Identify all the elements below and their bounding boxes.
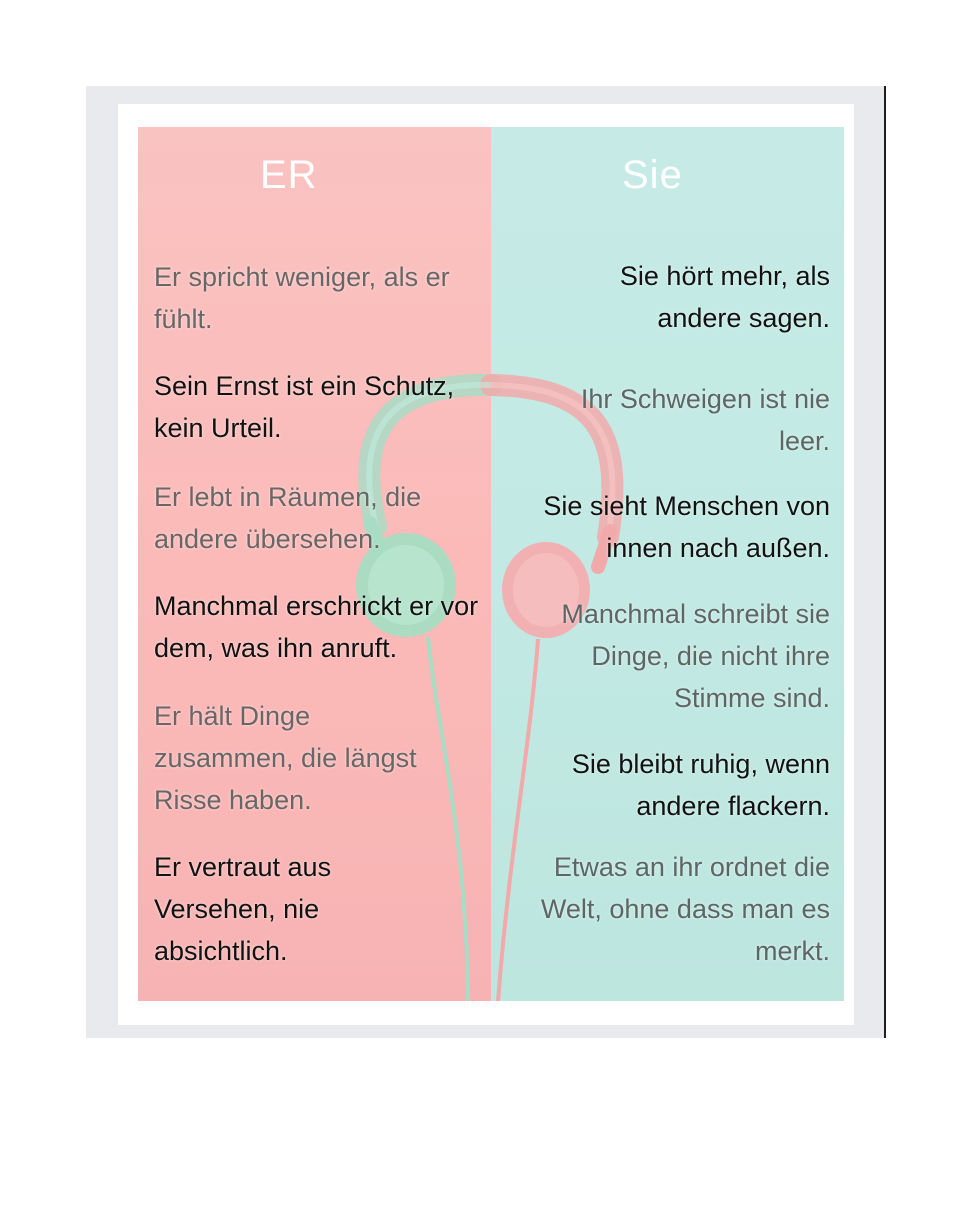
sie-statement-2: Ihr Schweigen ist nie leer. (580, 384, 830, 456)
sie-heading: Sie (622, 153, 683, 197)
er-statement-1: Er spricht weniger, als er fühlt. (154, 262, 450, 334)
er-statement-6: Er vertraut aus Versehen, nie absichtlich. (154, 852, 332, 966)
er-statement-4: Manchmal erschrickt er vor dem, was ihn anruft. (154, 591, 479, 663)
page-edge-line (884, 86, 886, 1038)
sie-statement-3: Sie sieht Menschen von innen nach außen. (543, 491, 830, 563)
er-statement-5: Er hält Dinge zusammen, die längst Risse haben. (154, 701, 417, 815)
poster-image (138, 127, 844, 1001)
sie-statement-5: Sie bleibt ruhig, wenn andere flackern. (571, 749, 830, 821)
er-statement-2: Sein Ernst ist ein Schutz, kein Urteil. (154, 371, 455, 443)
sie-statement-4: Manchmal schreibt sie Dinge, die nicht ihre Stimme sind. (561, 599, 830, 713)
er-statement-3: Er lebt in Räumen, die andere übersehen. (154, 482, 422, 554)
sie-statement-6: Etwas an ihr ordnet die Welt, ohne dass man es merkt. (540, 852, 830, 966)
sie-statement-1: Sie hört mehr, als andere sagen. (619, 261, 830, 333)
er-heading: ER (260, 153, 318, 197)
